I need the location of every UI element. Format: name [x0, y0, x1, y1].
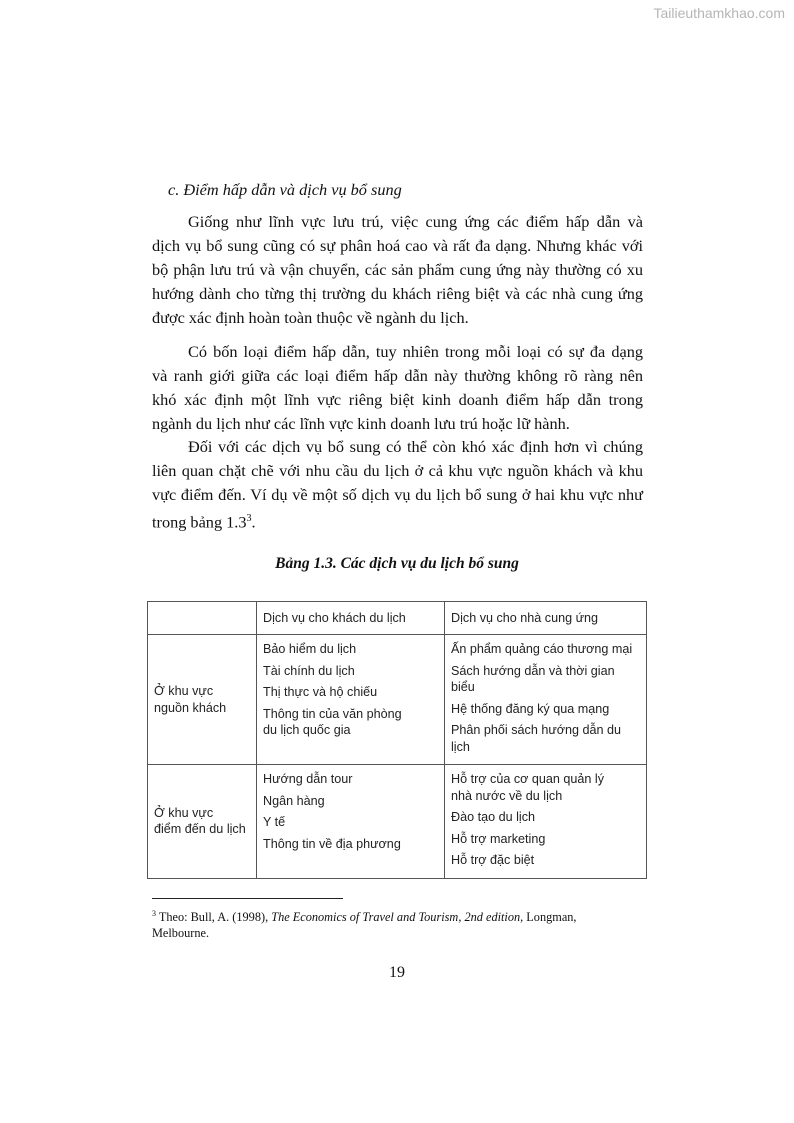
- footnote-title: The Economics of Travel and Tourism, 2nd edition,: [271, 910, 524, 925]
- footnote-number: 3: [152, 909, 156, 918]
- list-item: Bảo hiểm du lịch: [263, 642, 357, 656]
- paragraph-2: [152, 340, 643, 436]
- list-item: Hệ thống đăng ký qua mạng: [451, 701, 610, 716]
- list-item: Hỗ trợ của cơ quan quản lý nhà nước về du lịch: [451, 772, 605, 803]
- table-header-row: [148, 602, 647, 635]
- section-heading: c. Điểm hấp dẫn và dịch vụ bổ sung: [168, 180, 402, 199]
- list-item: Thông tin của văn phòng du lịch quốc gia: [263, 706, 402, 737]
- header-cell-tourist: Dịch vụ cho khách du lịch: [257, 602, 445, 635]
- text-line: bộ phận lưu trú và vận chuyển, các sản phẩm cung ứng này thường có xu: [152, 260, 643, 279]
- paragraph-3: [152, 435, 643, 531]
- supplier-services-cell: [445, 765, 647, 879]
- table-caption: Bảng 1.3. Các dịch vụ du lịch bổ sung: [275, 555, 519, 572]
- list-item: Y tế: [263, 815, 286, 829]
- footnote-divider: [152, 898, 343, 899]
- watermark: Tailieuthamkhao.com: [653, 5, 785, 21]
- list-item: Thông tin về địa phương: [263, 836, 401, 851]
- text-line: trong bảng $1.3^3$.: [152, 512, 256, 532]
- services-table: [147, 601, 647, 879]
- footnote: $^3$ Theo: Bull, A. (1998), The Economics of Travel and Tourism, 2nd edition, Longman, Melbourne.: [152, 909, 577, 941]
- text-line: và ranh giới giữa các loại điểm hấp dẫn này thường không rõ ràng nên: [152, 366, 643, 385]
- text-line: liên quan chặt chẽ với nhu cầu du lịch ở cả khu vực nguồn khách và khu: [152, 461, 643, 480]
- table-row: [148, 765, 647, 879]
- list-item: Thị thực và hộ chiếu: [263, 685, 378, 699]
- header-cell-supplier: Dịch vụ cho nhà cung ứng: [445, 602, 647, 635]
- text-line: ngành du lịch như các lĩnh vực kinh doanh lưu trú hoặc lữ hành.: [152, 414, 570, 433]
- list-item: Hỗ trợ đặc biệt: [451, 853, 535, 867]
- supplier-services-cell: [445, 635, 647, 765]
- list-item: Tài chính du lịch: [263, 663, 355, 678]
- tourist-services-cell: [257, 765, 445, 879]
- list-item: Đào tạo du lịch: [451, 810, 536, 824]
- row-label-cell: Ở khu vực nguồn khách: [148, 635, 257, 765]
- text-line: được xác định hoàn toàn thuộc về ngành du lịch.: [152, 308, 469, 327]
- footnote-ref[interactable]: 3: [246, 513, 252, 524]
- row-label-cell: Ở khu vực điểm đến du lịch: [148, 765, 257, 879]
- tourist-services-cell: [257, 635, 445, 765]
- text-line: Có bốn loại điểm hấp dẫn, tuy nhiên trong mỗi loại có sự đa dạng: [188, 342, 643, 361]
- text-line: Giống như lĩnh vực lưu trú, việc cung ứng các điểm hấp dẫn và: [188, 212, 643, 231]
- text-line: dịch vụ bổ sung cũng có sự phân hoá cao và rất đa dạng. Nhưng khác với: [152, 236, 643, 255]
- page-number: 19: [389, 964, 405, 981]
- list-item: Sách hướng dẫn và thời gian biểu: [451, 663, 615, 694]
- paragraph-1: [152, 210, 643, 330]
- text-line: hướng dành cho từng thị trường du khách riêng biệt và các nhà cung ứng: [152, 284, 643, 303]
- header-cell-empty: [148, 602, 257, 635]
- list-item: Hướng dẫn tour: [263, 772, 353, 786]
- list-item: Ấn phẩm quảng cáo thương mại: [451, 642, 633, 656]
- table-row: [148, 635, 647, 765]
- list-item: Phân phối sách hướng dẫn du lịch: [451, 723, 622, 754]
- text-line: vực điểm đến. Ví dụ về một số dịch vụ du lịch bổ sung ở hai khu vực như: [152, 485, 643, 504]
- list-item: Hỗ trợ marketing: [451, 831, 546, 846]
- list-item: Ngân hàng: [263, 793, 325, 808]
- text-line: khó xác định một lĩnh vực riêng biệt kinh doanh điểm hấp dẫn trong: [152, 390, 643, 409]
- text-line: Đối với các dịch vụ bổ sung có thể còn khó xác định hơn vì chúng: [188, 437, 643, 456]
